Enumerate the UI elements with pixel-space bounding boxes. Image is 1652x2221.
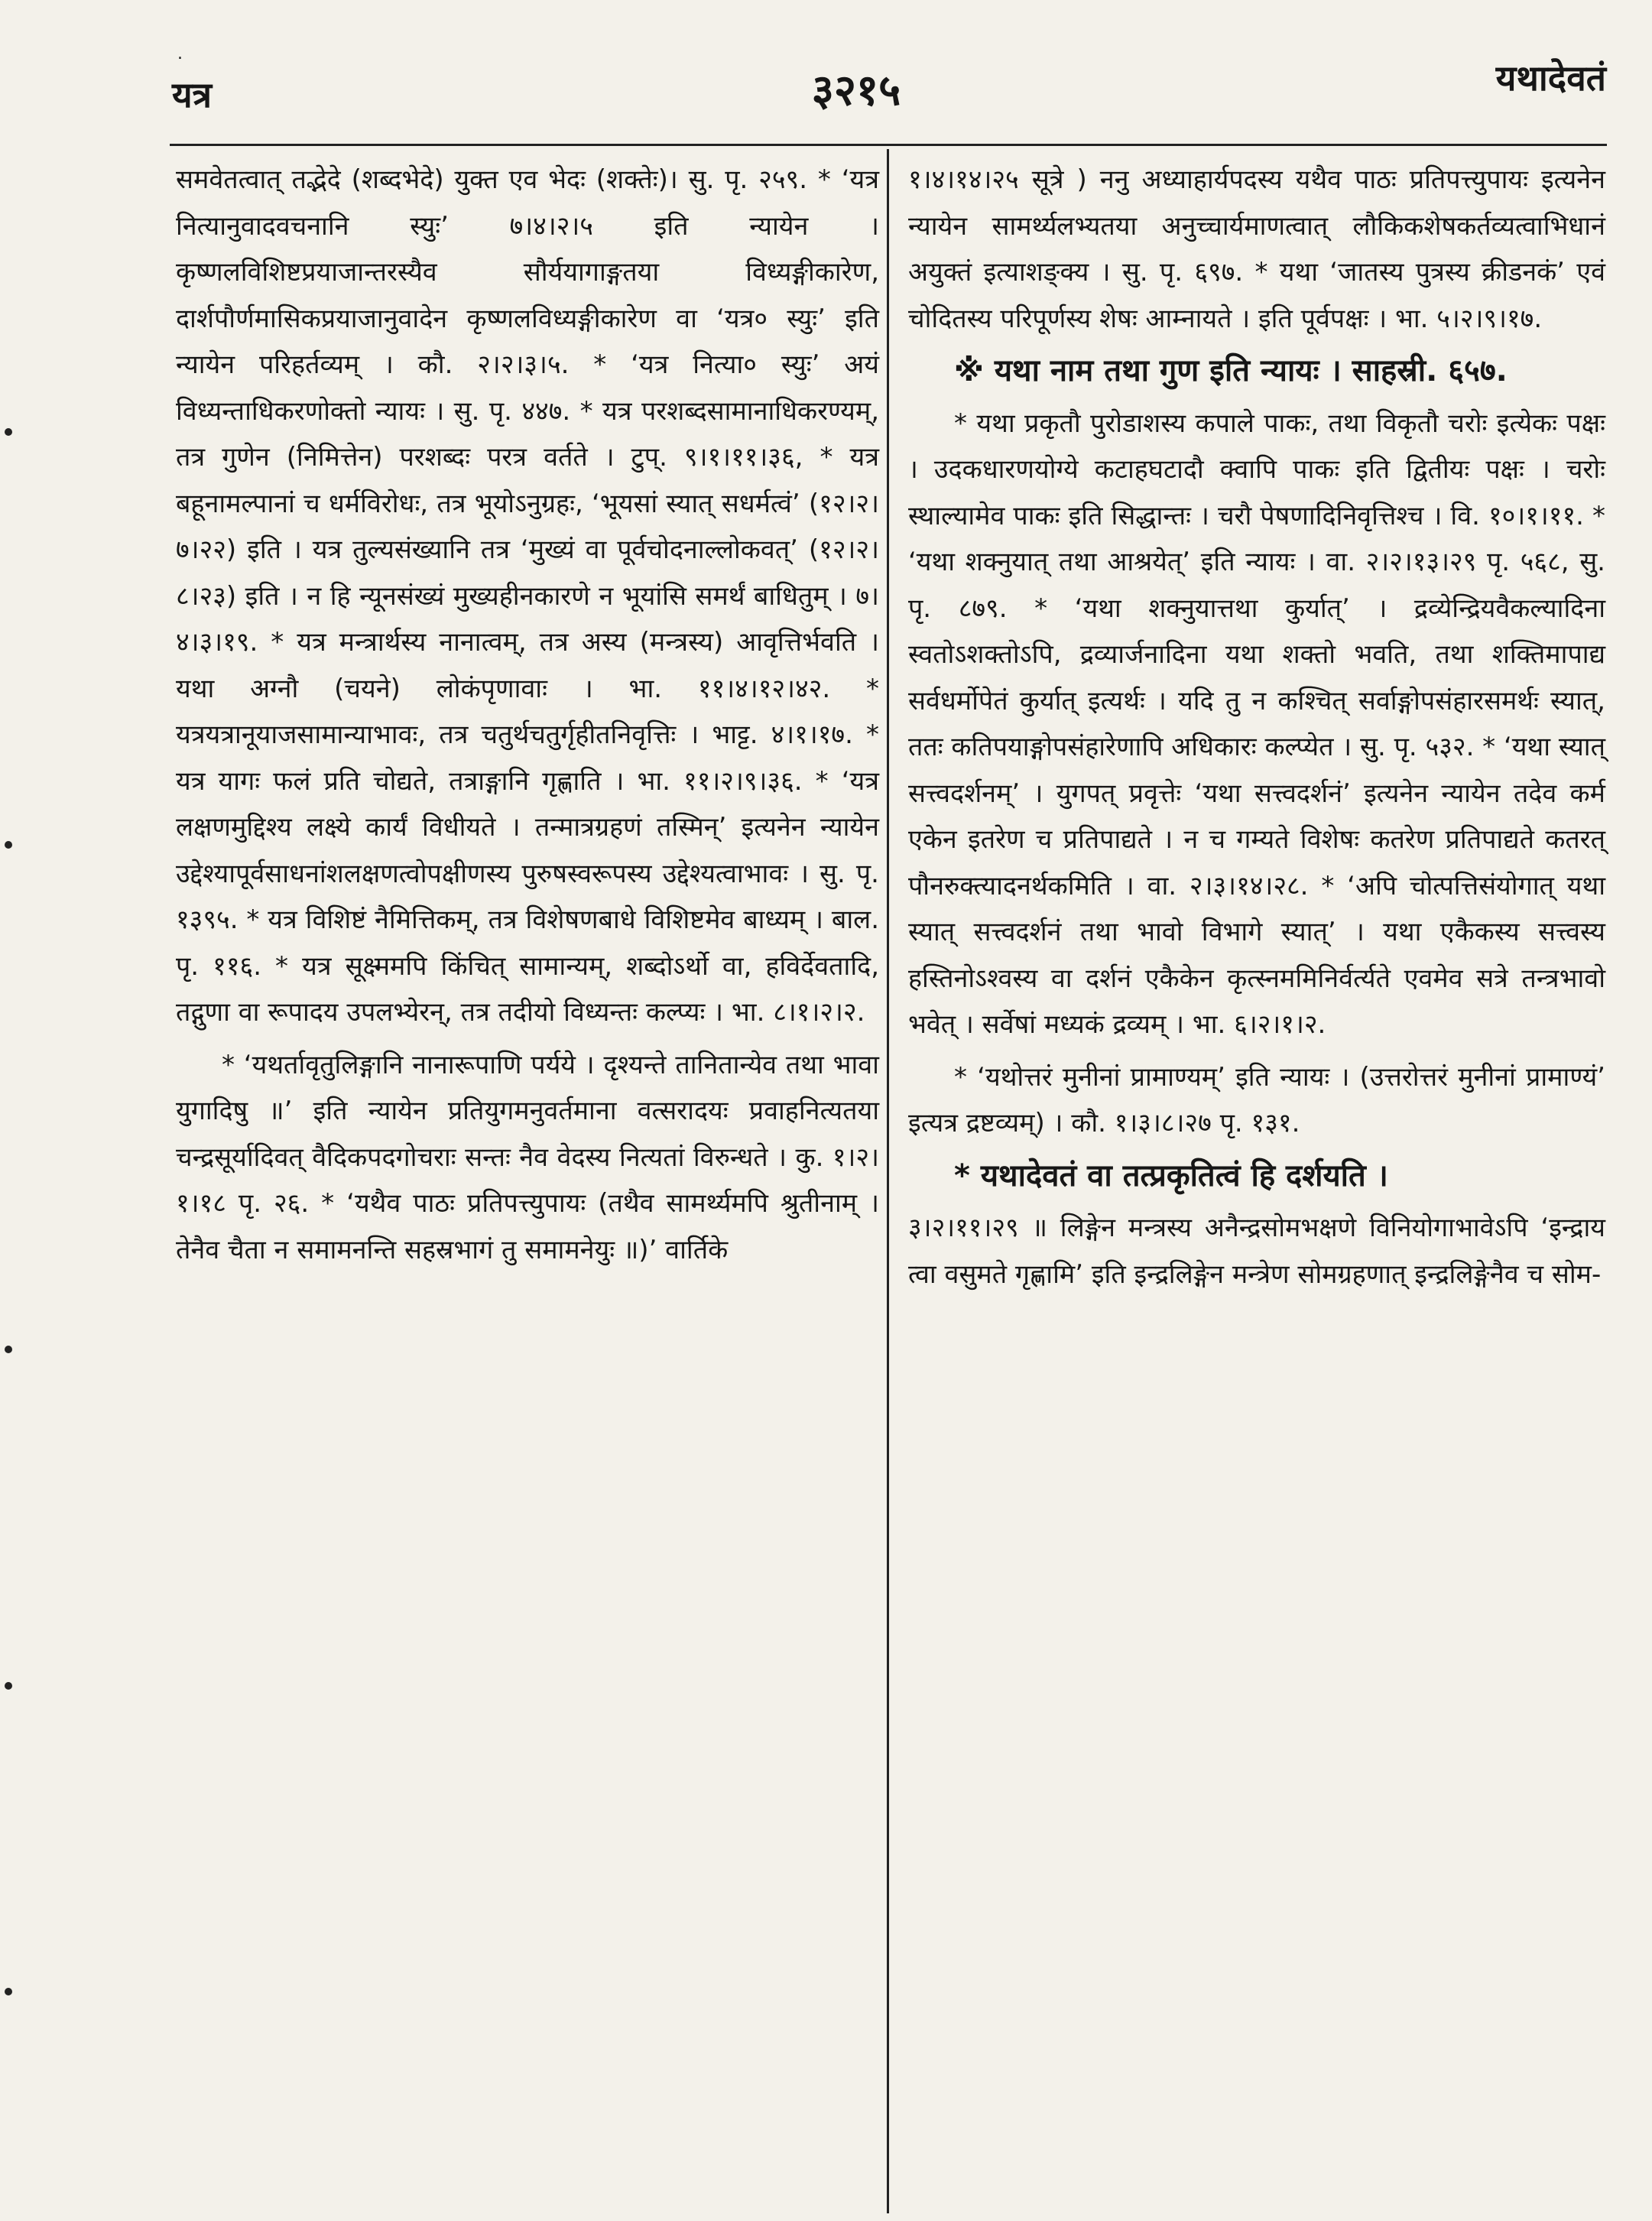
right-paragraph-2: * यथा प्रकृतौ पुरोडाशस्य कपाले पाकः, तथा विकृतौ चरोः इत्येकः पक्षः । उदकधारणयोग्ये कटाहघटादौ क्वापि पाकः इति द्वितीयः पक्षः । चरोः स्थाल्यामेव पाकः इति सिद्धान्तः । चरौ पेषणादिनिवृत्तिश्च । वि. १०।१।११. * ‘यथा शक्नुयात् तथा आश्रयेत्’ इति न्यायः । वा. २।२।१३।२९ पृ. ५६८, सु. पृ. ८७९. * ‘यथा शक्नुयात्तथा कुर्यात्’ । द्रव्येन्द्रियवैकल्यादिना स्वतोऽशक्तोऽपि, द्रव्यार्जनादिना यथा शक्तो भवति, तथा शक्तिमापाद्य सर्वधर्मोपेतं कुर्यात् इत्यर्थः । यदि तु न कश्चित् सर्वाङ्गोपसंहारसमर्थः स्यात्, ततः कतिपयाङ्गोपसंहारेणापि अधिकारः कल्प्येत । सु. पृ. ५३२. * ‘यथा स्यात् सत्त्वदर्शनम्’ । युगपत् प्रवृत्तेः ‘यथा सत्त्वदर्शनं’ इत्यनेन न्यायेन तदेव कर्म एकेन इतरेण च प्रतिपाद्यते । न च गम्यते विशेषः कतरेण प्रतिपाद्यते कतरत् पौनरुक्त्यादनर्थकमिति । वा. २।३।१४।२८. * ‘अपि चोत्पत्तिसंयोगात् यथा स्यात् सत्त्वदर्शनं तथा भावो विभागे स्यात्’ । यथा एकैकस्य सत्त्वस्य हस्तिनोऽश्वस्य वा दर्शनं एकैकेन कृत्स्नममिनिर्वर्त्यते एवमेव सत्रे तन्त्रभावो भवेत् । सर्वेषां मध्यकं द्रव्यम् । भा. ६।२।१।२. [908, 408, 1605, 1040]
margin-mark [5, 1346, 12, 1353]
header-mark: . [177, 44, 183, 63]
right-paragraph-4: ३।२।११।२९ ॥ लिङ्गेन मन्त्रस्य अनैन्द्रसोमभक्षणे विनियोगाभावेऽपि ‘इन्द्राय त्वा वसुमते गृह्णामि’ इति इन्द्रलिङ्गेन मन्त्रेण सोमग्रहणात् इन्द्रलिङ्गेनैव च सोम- [908, 1213, 1605, 1290]
left-paragraph-2: * ‘यथर्तावृतुलिङ्गानि नानारूपाणि पर्यये । दृश्यन्ते तानितान्येव तथा भावा युगादिषु ॥’ इति न्यायेन प्रतियुगमनुवर्तमाना वत्सरादयः प्रवाहनित्यतया चन्द्रसूर्यादिवत् वैदिकपदगोचराः सन्तः नैव वेदस्य नित्यतां विरुन्धते । कु. १।२।१।१८ पृ. २६. * ‘यथैव पाठः प्रतिपत्त्युपायः (तथैव सामर्थ्यमपि श्रुतीनाम् । तेनैव चैता न समामनन्ति सहस्रभागं तु समामनेयुः ॥)’ वार्तिके [176, 1049, 879, 1265]
entry-heading-yathadevatam: * यथादेवतं वा तत्प्रकृतित्वं हि दर्शयति । [954, 1158, 1388, 1193]
right-column [908, 157, 1605, 1304]
right-paragraph-3: * ‘यथोत्तरं मुनीनां प्रामाण्यम्’ इति न्यायः । (उत्तरोत्तरं मुनीनां प्रामाण्यं’ इत्यत्र द्रष्टव्यम्) । कौ. १।३।८।२७ पृ. १३१. [908, 1061, 1605, 1138]
right-paragraph-1: १।४।१४।२५ सूत्रे ) ननु अध्याहार्यपदस्य यथैव पाठः प्रतिपत्त्युपायः इत्यनेन न्यायेन सामर्थ्यलभ्यतया अनुच्चार्यमाणत्वात् लौकिकशेषकर्तव्यत्वाभिधानं अयुक्तं इत्याशङ्क्य । सु. पृ. ६९७. * यथा ‘जातस्य पुत्रस्य क्रीडनकं’ एवं चोदितस्य परिपूर्णस्य शेषः आम्नायते । इति पूर्वपक्षः । भा. ५।२।९।१७. [908, 164, 1605, 334]
left-paragraph-1: समवेतत्वात् तद्भेदे (शब्दभेदे) युक्त एव भेदः (शक्तेः)। सु. पृ. २५९. * ‘यत्र नित्यानुवादवचनानि स्युः’ ७।४।२।५ इति न्यायेन । कृष्णलविशिष्टप्रयाजान्तरस्यैव सौर्ययागाङ्गतया विध्यङ्गीकारेण, दार्शपौर्णमासिकप्रयाजानुवादेन कृष्णलविध्यङ्गीकारेण वा ‘यत्र० स्युः’ इति न्यायेन परिहर्तव्यम् । कौ. २।२।३।५. * ‘यत्र नित्या० स्युः’ अयं विध्यन्ताधिकरणोक्तो न्यायः । सु. पृ. ४४७. * यत्र परशब्दसामानाधिकरण्यम्, तत्र गुणेन (निमित्तेन) परशब्दः परत्र वर्तते । टुप्. ९।१।११।३६, * यत्र बहूनामल्पानां च धर्मविरोधः, तत्र भूयोऽनुग्रहः, ‘भूयसां स्यात् सधर्मत्वं’ (१२।२।७।२२) इति । यत्र तुल्यसंख्यानि तत्र ‘मुख्यं वा पूर्वचोदनाल्लोकवत्’ (१२।२।८।२३) इति । न हि न्यूनसंख्यं मुख्यहीनकारणे न भूयांसि समर्थं बाधितुम् । ७।४।३।१९. * यत्र मन्त्रार्थस्य नानात्वम्, तत्र अस्य (मन्त्रस्य) आवृत्तिर्भवति । यथा अग्नौ (चयने) लोकंपृणावाः । भा. ११।४।१२।४२. * यत्रयत्रानूयाजसामान्याभावः, तत्र चतुर्थचतुर्गृहीतनिवृत्तिः । भाट्ट. ४।१।१७. * यत्र यागः फलं प्रति चोद्यते, तत्राङ्गानि गृह्णाति । भा. ११।२।९।३६. * ‘यत्र लक्षणमुद्दिश्य लक्ष्ये कार्यं विधीयते । तन्मात्रग्रहणं तस्मिन्’ इत्यनेन न्यायेन उद्देश्यापूर्वसाधनांशलक्षणत्वोपक्षीणस्य पुरुषस्वरूपस्य उद्देश्यत्वाभावः । सु. पृ. १३९५. * यत्र विशिष्टं नैमित्तिकम्, तत्र विशेषणबाधे विशिष्टमेव बाध्यम् । बाल. पृ. ११६. * यत्र सूक्ष्ममपि किंचित् सामान्यम्, शब्दोऽर्थो वा, हविर्देवतादि, तद्गुणा वा रूपादय उपलभ्येरन्, तत्र तदीयो विध्यन्तः कल्प्यः । भा. ८।१।२।२. [176, 164, 879, 1028]
margin-mark [5, 1988, 12, 1995]
left-column [176, 157, 879, 1279]
header-right-word: यथादेवतं [1495, 57, 1606, 99]
header-left-word: यत्र [172, 74, 213, 115]
header-rule [170, 144, 1607, 146]
entry-heading-yatha-nama: ※ यथा नाम तथा गुण इति न्यायः । साहस्री. ६५७. [954, 353, 1508, 388]
page-number: ३२१५ [811, 66, 901, 115]
margin-mark [5, 1682, 12, 1690]
column-divider [887, 149, 889, 2213]
page-header [0, 0, 1652, 145]
margin-mark [5, 428, 12, 436]
margin-mark [5, 841, 12, 849]
